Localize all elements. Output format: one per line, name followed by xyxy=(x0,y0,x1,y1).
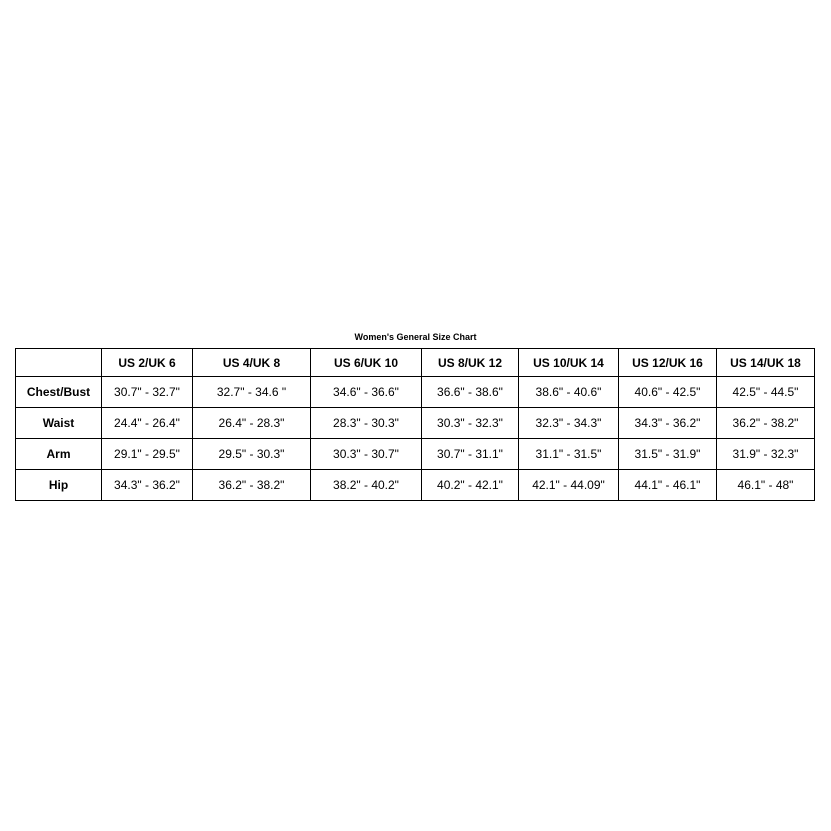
measurement-cell: 30.3" - 32.3" xyxy=(422,408,519,439)
measurement-cell: 34.3" - 36.2" xyxy=(102,470,193,501)
measurement-cell: 38.6" - 40.6" xyxy=(519,377,619,408)
chart-title: Women's General Size Chart xyxy=(354,332,477,342)
measurement-cell: 29.1" - 29.5" xyxy=(102,439,193,470)
measurement-cell: 36.6" - 38.6" xyxy=(422,377,519,408)
measurement-cell: 38.2" - 40.2" xyxy=(311,470,422,501)
measurement-cell: 30.7" - 31.1" xyxy=(422,439,519,470)
table-row xyxy=(16,439,815,470)
row-label-cell: Chest/Bust xyxy=(16,377,102,408)
measurement-cell: 42.1" - 44.09" xyxy=(519,470,619,501)
row-label-cell: Arm xyxy=(16,439,102,470)
table-row xyxy=(16,377,815,408)
measurement-cell: 24.4" - 26.4" xyxy=(102,408,193,439)
measurement-cell: 40.6" - 42.5" xyxy=(619,377,717,408)
measurement-cell: 31.1" - 31.5" xyxy=(519,439,619,470)
table-row xyxy=(16,408,815,439)
size-header-cell: US 8/UK 12 xyxy=(422,349,519,377)
table-row xyxy=(16,470,815,501)
corner-header-cell xyxy=(16,349,102,377)
size-header-cell: US 10/UK 14 xyxy=(519,349,619,377)
size-header-cell: US 4/UK 8 xyxy=(193,349,311,377)
header-row xyxy=(16,349,815,377)
measurement-cell: 40.2" - 42.1" xyxy=(422,470,519,501)
measurement-cell: 46.1" - 48" xyxy=(717,470,815,501)
measurement-cell: 36.2" - 38.2" xyxy=(717,408,815,439)
size-header-cell: US 2/UK 6 xyxy=(102,349,193,377)
row-label-cell: Waist xyxy=(16,408,102,439)
measurement-cell: 32.7" - 34.6 " xyxy=(193,377,311,408)
measurement-cell: 29.5" - 30.3" xyxy=(193,439,311,470)
measurement-cell: 31.9" - 32.3" xyxy=(717,439,815,470)
measurement-cell: 32.3" - 34.3" xyxy=(519,408,619,439)
size-header-cell: US 14/UK 18 xyxy=(717,349,815,377)
size-header-cell: US 6/UK 10 xyxy=(311,349,422,377)
measurement-cell: 30.7" - 32.7" xyxy=(102,377,193,408)
measurement-cell: 28.3" - 30.3" xyxy=(311,408,422,439)
measurement-cell: 44.1" - 46.1" xyxy=(619,470,717,501)
size-chart-table xyxy=(15,348,815,501)
measurement-cell: 30.3" - 30.7" xyxy=(311,439,422,470)
row-label-cell: Hip xyxy=(16,470,102,501)
measurement-cell: 34.6" - 36.6" xyxy=(311,377,422,408)
measurement-cell: 36.2" - 38.2" xyxy=(193,470,311,501)
size-header-cell: US 12/UK 16 xyxy=(619,349,717,377)
measurement-cell: 31.5" - 31.9" xyxy=(619,439,717,470)
measurement-cell: 42.5" - 44.5" xyxy=(717,377,815,408)
measurement-cell: 26.4" - 28.3" xyxy=(193,408,311,439)
measurement-cell: 34.3" - 36.2" xyxy=(619,408,717,439)
